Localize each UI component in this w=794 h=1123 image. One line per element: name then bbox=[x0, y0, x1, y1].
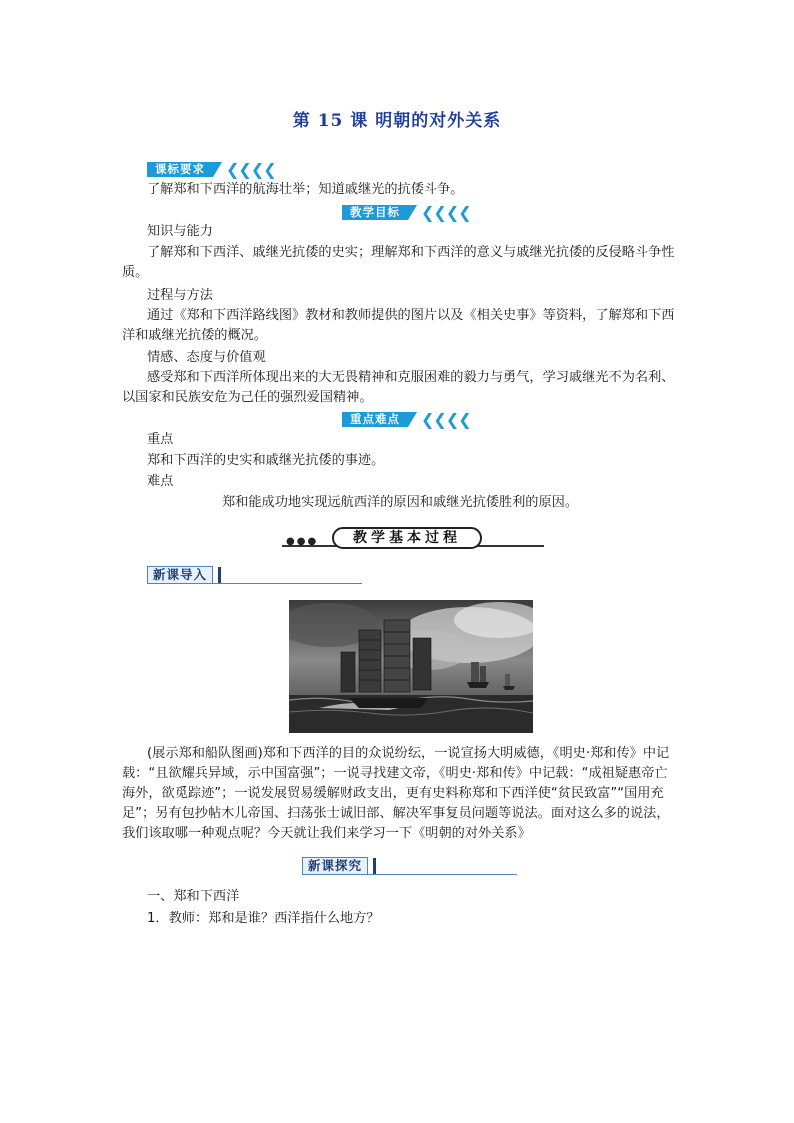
nandian-heading: 难点 bbox=[147, 474, 174, 489]
zhongdian-tag-label: 重点难点 bbox=[342, 412, 408, 427]
zhongdian-text: 郑和下西洋的史实和戚继光抗倭的事迹。 bbox=[147, 453, 385, 468]
explore-question-1: 1．教师：郑和是谁？西洋指什么地方？ bbox=[147, 911, 380, 926]
process-banner bbox=[282, 525, 544, 551]
kebiao-tag bbox=[147, 162, 276, 177]
qinggan-heading: 情感、态度与价值观 bbox=[147, 350, 266, 365]
section-bar bbox=[373, 858, 376, 874]
qinggan-text: 感受郑和下西洋所体现出来的大无畏精神和克服困难的毅力与勇气，学习戚继光不为名利、以国家和民族安危为己任的强烈爱国精神。 bbox=[122, 370, 675, 405]
zhishi-text: 了解郑和下西洋、戚继光抗倭的史实；理解郑和下西洋的意义与戚继光抗倭的反侵略斗争性质。 bbox=[122, 245, 675, 280]
mubiao-tag-label: 教学目标 bbox=[342, 205, 408, 220]
zhongdian-heading: 重点 bbox=[147, 432, 174, 447]
section-rule bbox=[147, 583, 362, 584]
section-rule bbox=[302, 874, 517, 875]
banner-label: 教学基本过程 bbox=[332, 527, 482, 549]
kebiao-text: 了解郑和下西洋的航海壮举；知道戚继光的抗倭斗争。 bbox=[147, 182, 464, 197]
chevrons-icon: ❮❮❮❮ bbox=[421, 410, 471, 429]
intro-text: (展示郑和船队图画)郑和下西洋的目的众说纷纭，一说宣扬大明威德，《明史·郑和传》中记载：“且欲耀兵异域，示中国富强”；一说寻找建文帝，《明史·郑和传》中记载：“成祖疑惠帝亡海外，欲觅踪迹”；一说发展贸易缓解财政支出，更有史料称郑和下西洋使“贫民致富”“国用充足”；另有包抄帖木儿帝国、扫荡张士诚旧部、解决军事复员问题等说法。面对这么多的说法，我们该取哪一种观点呢？今天就让我们来学习一下《明朝的对外关系》 bbox=[122, 746, 670, 841]
mubiao-tag bbox=[342, 205, 471, 220]
explore-section-label: 新课探究 bbox=[302, 857, 368, 875]
intro-section-header bbox=[147, 566, 362, 584]
explore-heading: 一、郑和下西洋 bbox=[147, 889, 240, 904]
zhishi-heading: 知识与能力 bbox=[147, 224, 213, 239]
intro-section-label: 新课导入 bbox=[147, 566, 213, 584]
nandian-text: 郑和能成功地实现远航西洋的原因和戚继光抗倭胜利的原因。 bbox=[222, 495, 579, 510]
kebiao-tag-label: 课标要求 bbox=[147, 162, 213, 177]
chevrons-icon: ❮❮❮❮ bbox=[421, 203, 471, 222]
zheng-he-fleet-image bbox=[289, 600, 533, 733]
explore-section-header bbox=[302, 857, 517, 875]
page-title: 第 15 课 明朝的对外关系 bbox=[292, 111, 502, 131]
guocheng-text: 通过《郑和下西洋路线图》教材和教师提供的图片以及《相关史事》等资料，了解郑和下西洋和戚继光抗倭的概况。 bbox=[122, 308, 675, 343]
chevrons-icon: ❮❮❮❮ bbox=[226, 160, 276, 179]
section-bar bbox=[218, 567, 221, 583]
zhongdian-tag bbox=[342, 412, 471, 427]
banner-dots-icon: ●●● bbox=[286, 536, 319, 547]
guocheng-heading: 过程与方法 bbox=[147, 288, 213, 303]
